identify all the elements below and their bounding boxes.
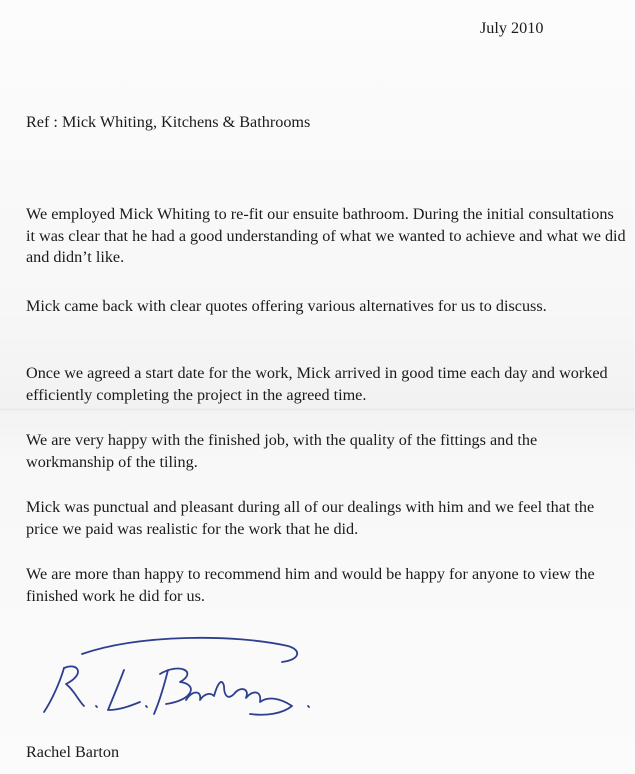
handwritten-signature	[20, 620, 320, 730]
paragraph-3: Once we agreed a start date for the work, Mick arrived in good time each day and worked efficiently completing the project in the agreed time.	[26, 364, 608, 404]
letter-date: July 2010	[480, 19, 544, 37]
signer-name: Rachel Barton	[26, 743, 120, 761]
paragraph-4: We are very happy with the finished job, with the quality of the fittings and the workmanship of the tiling.	[26, 431, 538, 471]
paragraph-1: We employed Mick Whiting to re-fit our ensuite bathroom. During the initial consultations it was clear that he had a good understanding of what we wanted to achieve and what we did and didn’t like.	[26, 205, 626, 266]
paragraph-6: We are more than happy to recommend him and would be happy for anyone to view the finished work he did for us.	[26, 565, 595, 605]
paper-fold	[0, 408, 635, 411]
reference-line: Ref : Mick Whiting, Kitchens & Bathrooms	[26, 113, 311, 131]
paragraph-5: Mick was punctual and pleasant during all of our dealings with him and we feel that the price we paid was realistic for the work that he did.	[26, 498, 595, 538]
paragraph-2: Mick came back with clear quotes offering various alternatives for us to discuss.	[26, 297, 547, 315]
